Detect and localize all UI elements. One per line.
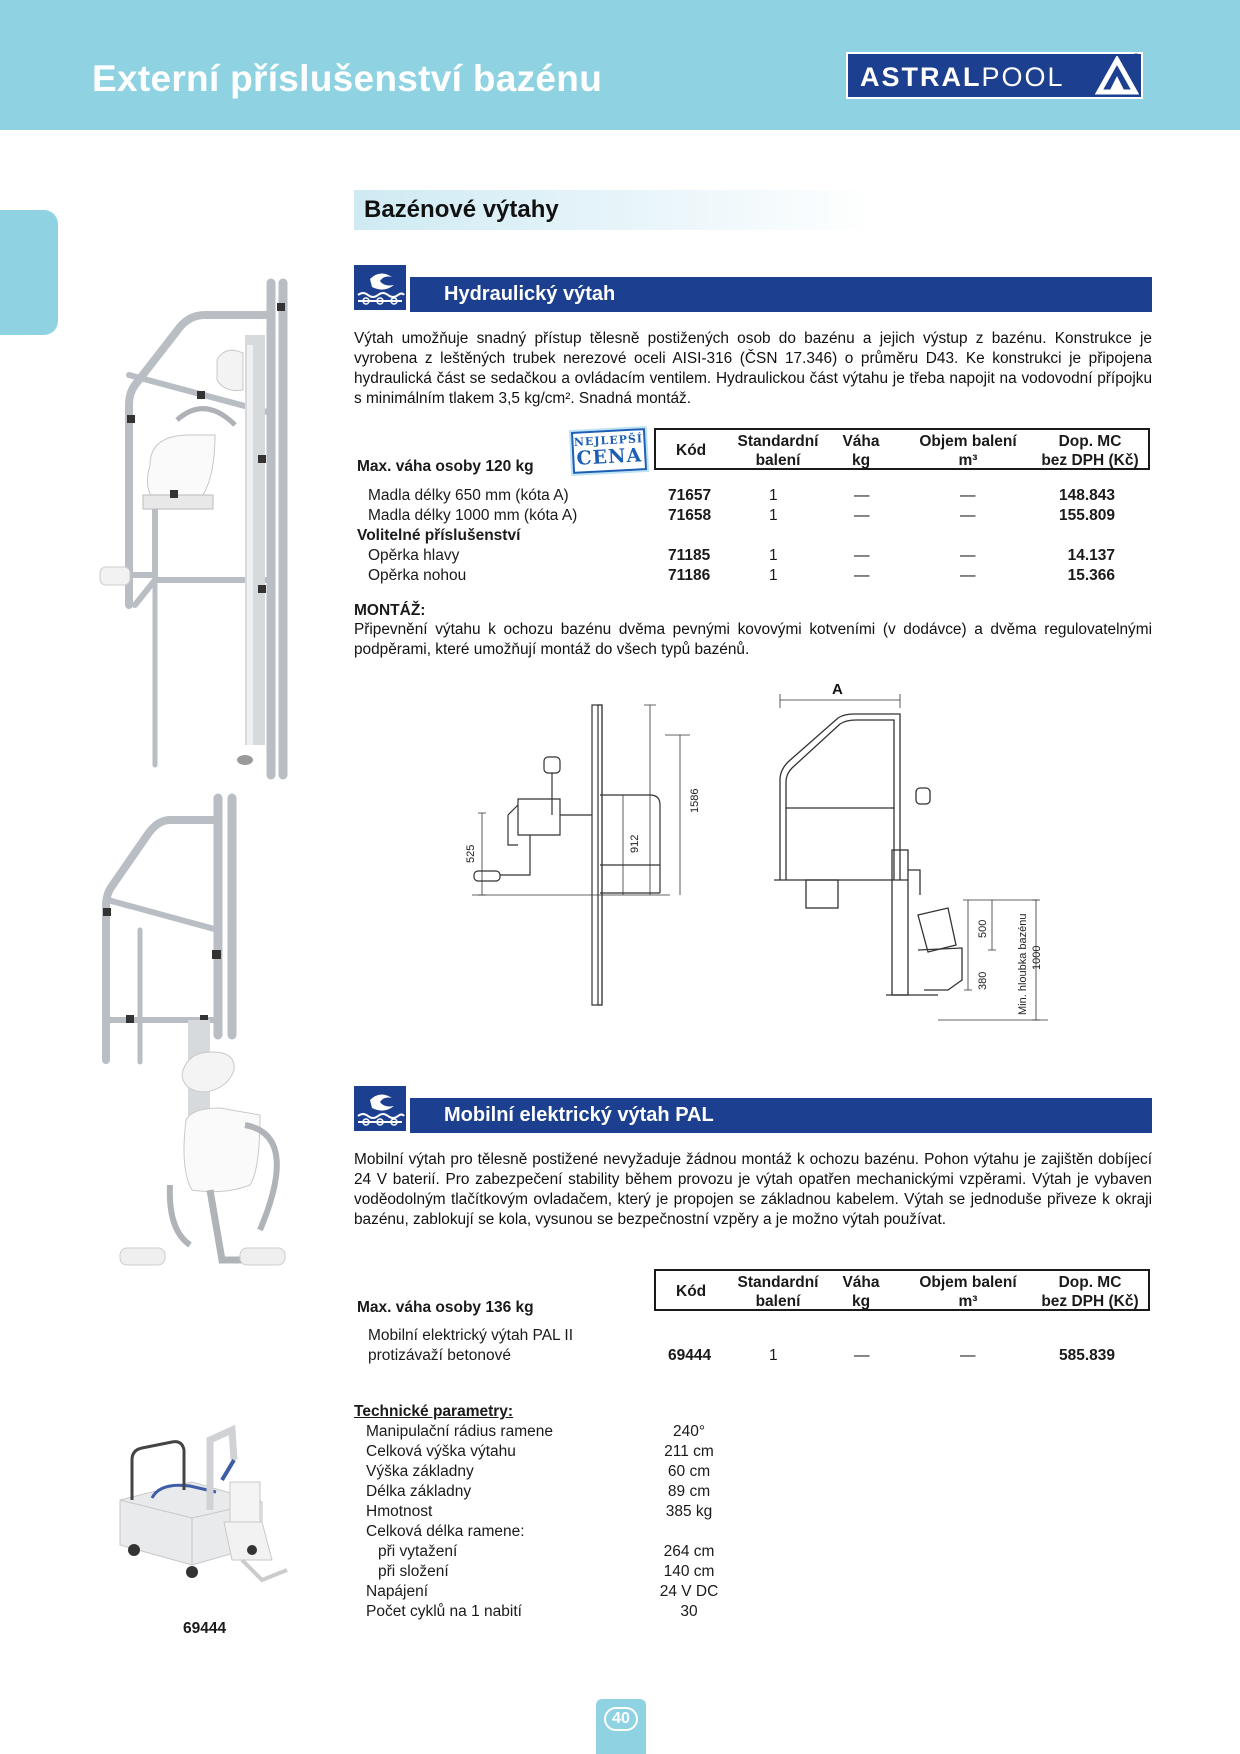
- tech-param-row: Počet cyklů na 1 nabití 30: [366, 1603, 698, 1620]
- logo-triangle-icon: [1095, 56, 1139, 96]
- dim-a-label: A: [832, 681, 843, 698]
- tech-param-row: Výška základny 60 cm: [366, 1463, 711, 1480]
- table-row-name-line1: Mobilní elektrický výtah PAL II: [368, 1327, 574, 1344]
- col-volume: Objem balení m³: [919, 433, 1017, 469]
- mobile-lift-title: Mobilní elektrický výtah PAL: [444, 1104, 714, 1126]
- dim-500: 500: [977, 919, 989, 938]
- col-code: Kód: [676, 442, 707, 459]
- section-title-bar: [354, 190, 874, 230]
- dim-380: 380: [977, 971, 989, 990]
- price-table-header: [654, 1269, 1150, 1311]
- montaz-text: Připevnění výtahu k ochozu bazénu dvěma pevnými kovovými kotveními (v dodávce) a dvěma regulovatelnými podpěrami, které umožňují montáž do všech typů bazénů.: [354, 621, 1152, 658]
- col-pack: Standardní balení: [737, 433, 819, 469]
- logo-wordmark: ASTRALPOOL: [860, 62, 1065, 92]
- table-row: Madla délky 650 mm (kóta A) 71657 1 — — 148.843: [368, 487, 1115, 504]
- hydraulic-lift-title-bar: [410, 277, 1152, 312]
- tech-param-row: Celková výška výtahu 211 cm: [366, 1443, 714, 1460]
- section-title: Bazénové výtahy: [364, 196, 559, 223]
- dim-1586: 1586: [689, 788, 701, 813]
- table-group-row: Volitelné příslušenství: [357, 527, 521, 544]
- tech-param-row: při složení 140 cm: [378, 1563, 715, 1580]
- astralpool-logo: [846, 52, 1143, 99]
- mobile-lift-description: Mobilní výtah pro tělesně postižené nevyžaduje žádnou montáž k ochozu bazénu. Pohon výtahu je zajištěn dobíjecí 24 V baterií. Pro zabezpečení stability během provozu je výtah opatřen mechanickými vzpěrami. Výtah je vybaven voděodolným tlačítkovým ovladačem, který je propojen se základnou kabelem. Výtah se jednoduše přiveze k okraji bazénu, zablokují se kola, vysunou se bezpečnostní vzpěry a je možno výtah používat.: [354, 1151, 1152, 1228]
- col-weight: Váha kg: [842, 433, 880, 469]
- chapter-tab: [0, 210, 58, 335]
- table-row: Opěrka nohou 71186 1 — — 15.366: [368, 567, 1115, 584]
- wave-lift-icon: [354, 1086, 406, 1131]
- tech-param-row: při vytažení 264 cm: [378, 1543, 715, 1560]
- dim-912: 912: [629, 834, 641, 853]
- lift-pictogram-icon: [354, 265, 406, 310]
- table-row: Madla délky 1000 mm (kóta A) 71658 1 — — 155.809: [368, 507, 1115, 524]
- col-pack: Standardní balení: [737, 1274, 819, 1310]
- dim-525: 525: [465, 844, 477, 863]
- best-price-badge: NEJLEPŠÍ CENA: [571, 428, 647, 474]
- tech-param-row: Manipulační rádius ramene 240°: [366, 1423, 706, 1440]
- table-row: Opěrka hlavy 71185 1 — — 14.137: [368, 547, 1115, 564]
- dim-min-depth: Min. hloubka bazénu: [1017, 913, 1029, 1015]
- montaz-heading: MONTÁŽ:: [354, 602, 426, 619]
- max-weight-label: Max. váha osoby 120 kg: [357, 458, 534, 475]
- page-number: 40: [604, 1707, 638, 1731]
- lift-side-drawing: [460, 695, 720, 1020]
- hydraulic-lift-title: Hydraulický výtah: [444, 283, 616, 305]
- col-price: Dop. MC bez DPH (Kč): [1041, 1274, 1139, 1310]
- registered-mark: ®: [1133, 52, 1139, 61]
- col-volume: Objem balení m³: [919, 1274, 1017, 1310]
- page-number-tab: [596, 1699, 646, 1754]
- lift-front-drawing: [768, 680, 1058, 1025]
- col-weight: Váha kg: [842, 1274, 880, 1310]
- col-price: Dop. MC bez DPH (Kč): [1041, 433, 1139, 469]
- page-header: [0, 0, 1240, 130]
- tech-param-row: Hmotnost 385 kg: [366, 1503, 713, 1520]
- tech-param-row: Napájení 24 V DC: [366, 1583, 719, 1600]
- hydraulic-lift-variant-photo: [100, 790, 320, 1315]
- dim-1000: 1000: [1031, 945, 1043, 970]
- wave-lift-icon: [354, 265, 406, 310]
- table-row: protizávaží betonové 69444 1 — — 585.839: [368, 1347, 1115, 1364]
- photo-caption: 69444: [183, 1620, 227, 1637]
- col-code: Kód: [676, 1283, 707, 1300]
- hydraulic-lift-description: Výtah umožňuje snadný přístup tělesně postižených osob do bazénu a jejich výstup z bazénu. Konstrukce je vyrobena z leštěných trubek nerezové oceli AISI-316 (ČSN 17.346) o průměru D43. Ke konstrukci je připojena hydraulická část se sedačkou a ovládacím ventilem. Hydraulickou část výtahu je třeba napojit na vodovodní přípojku s minimálním tlakem 3,5 kg/cm². Snadná montáž.: [354, 330, 1152, 407]
- lift-pictogram-icon: [354, 1086, 406, 1131]
- max-weight-label: Max. váha osoby 136 kg: [357, 1299, 534, 1316]
- page-title: Externí příslušenství bazénu: [92, 58, 603, 99]
- mobile-lift-title-bar: [410, 1098, 1152, 1133]
- tech-params-heading: Technické parametry:: [354, 1403, 514, 1420]
- tech-param-row: Délka základny 89 cm: [366, 1483, 711, 1500]
- price-table-header: [654, 428, 1150, 470]
- tech-param-row: Celková délka ramene:: [366, 1523, 525, 1540]
